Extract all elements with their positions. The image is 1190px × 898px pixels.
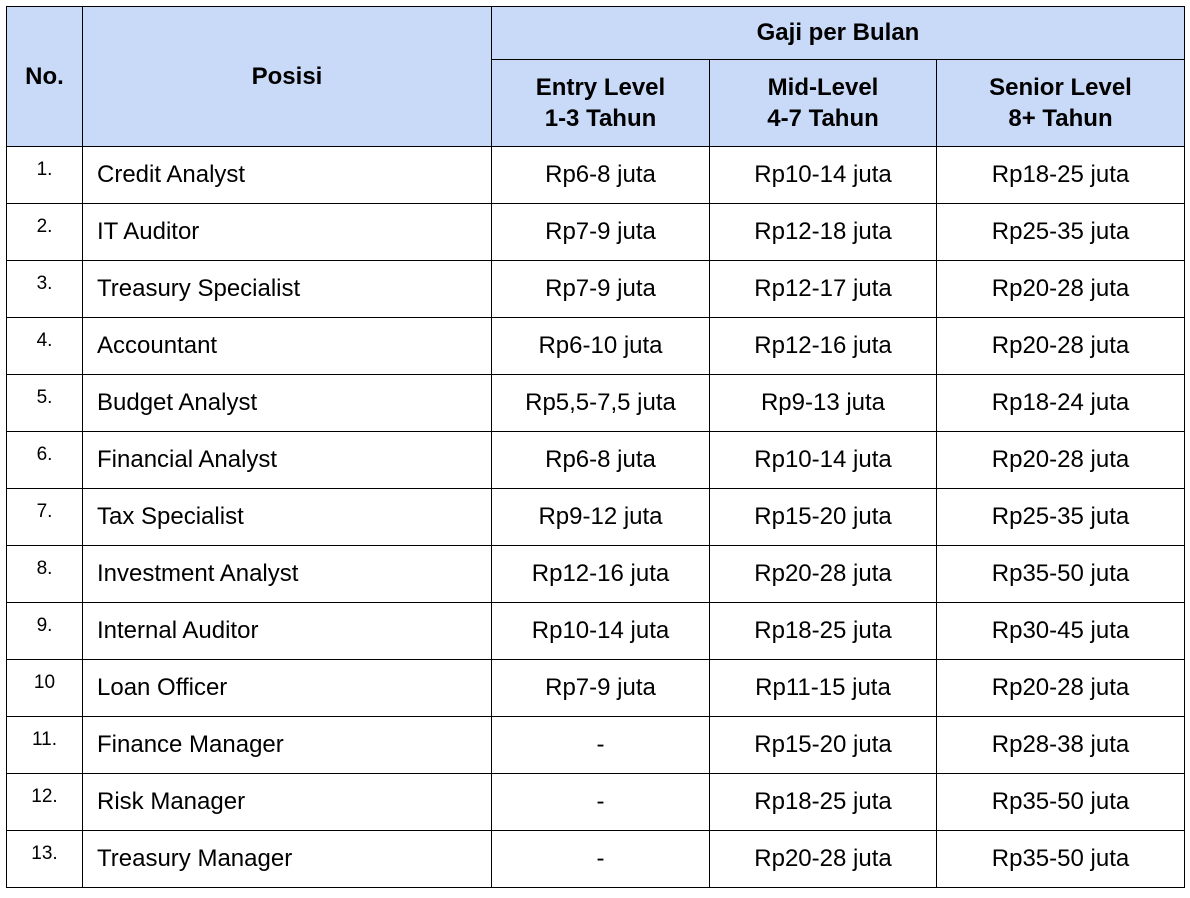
mid-salary-cell: Rp20-28 juta [710, 831, 937, 888]
table-row [7, 432, 1185, 489]
position-cell: Investment Analyst [83, 546, 492, 603]
header-no: No. [7, 7, 83, 147]
table-row [7, 603, 1185, 660]
entry-salary-cell: Rp12-16 juta [492, 546, 710, 603]
senior-salary-cell: Rp35-50 juta [937, 831, 1185, 888]
position-cell: Risk Manager [83, 774, 492, 831]
mid-salary-cell: Rp11-15 juta [710, 660, 937, 717]
table-row [7, 546, 1185, 603]
salary-table [6, 6, 1185, 888]
row-number: 1. [7, 147, 83, 204]
header-gaji-per-bulan: Gaji per Bulan [492, 7, 1185, 60]
header-mid-level [710, 60, 937, 147]
header-senior-level [937, 60, 1185, 147]
mid-salary-cell: Rp9-13 juta [710, 375, 937, 432]
position-cell: Credit Analyst [83, 147, 492, 204]
header-posisi: Posisi [83, 7, 492, 147]
position-cell: IT Auditor [83, 204, 492, 261]
mid-salary-cell: Rp15-20 juta [710, 489, 937, 546]
position-cell: Financial Analyst [83, 432, 492, 489]
table-row [7, 831, 1185, 888]
senior-salary-cell: Rp30-45 juta [937, 603, 1185, 660]
senior-salary-cell: Rp18-25 juta [937, 147, 1185, 204]
entry-salary-cell: Rp7-9 juta [492, 204, 710, 261]
row-number: 7. [7, 489, 83, 546]
position-cell: Internal Auditor [83, 603, 492, 660]
table-row [7, 147, 1185, 204]
entry-salary-cell: Rp10-14 juta [492, 603, 710, 660]
table-header [7, 7, 1185, 147]
entry-salary-cell: Rp6-8 juta [492, 147, 710, 204]
mid-salary-cell: Rp20-28 juta [710, 546, 937, 603]
entry-salary-cell: Rp6-8 juta [492, 432, 710, 489]
table-row [7, 204, 1185, 261]
entry-salary-cell: Rp9-12 juta [492, 489, 710, 546]
header-entry-level [492, 60, 710, 147]
position-cell: Tax Specialist [83, 489, 492, 546]
senior-salary-cell: Rp20-28 juta [937, 432, 1185, 489]
mid-salary-cell: Rp18-25 juta [710, 774, 937, 831]
row-number: 13. [7, 831, 83, 888]
entry-salary-cell: - [492, 831, 710, 888]
senior-salary-cell: Rp25-35 juta [937, 204, 1185, 261]
row-number: 2. [7, 204, 83, 261]
mid-salary-cell: Rp12-18 juta [710, 204, 937, 261]
senior-salary-cell: Rp18-24 juta [937, 375, 1185, 432]
senior-salary-cell: Rp20-28 juta [937, 261, 1185, 318]
table-row [7, 318, 1185, 375]
position-cell: Loan Officer [83, 660, 492, 717]
row-number: 11. [7, 717, 83, 774]
table-row [7, 489, 1185, 546]
position-cell: Budget Analyst [83, 375, 492, 432]
table-row [7, 261, 1185, 318]
entry-salary-cell: - [492, 774, 710, 831]
position-cell: Accountant [83, 318, 492, 375]
mid-salary-cell: Rp18-25 juta [710, 603, 937, 660]
header-senior-title: Senior Level [989, 74, 1132, 101]
row-number: 8. [7, 546, 83, 603]
row-number: 9. [7, 603, 83, 660]
header-senior-years: 8+ Tahun [1008, 105, 1113, 132]
senior-salary-cell: Rp20-28 juta [937, 318, 1185, 375]
position-cell: Finance Manager [83, 717, 492, 774]
row-number: 5. [7, 375, 83, 432]
senior-salary-cell: Rp35-50 juta [937, 546, 1185, 603]
row-number: 12. [7, 774, 83, 831]
mid-salary-cell: Rp10-14 juta [710, 432, 937, 489]
row-number: 3. [7, 261, 83, 318]
entry-salary-cell: Rp7-9 juta [492, 660, 710, 717]
entry-salary-cell: Rp5,5-7,5 juta [492, 375, 710, 432]
senior-salary-cell: Rp28-38 juta [937, 717, 1185, 774]
senior-salary-cell: Rp35-50 juta [937, 774, 1185, 831]
table-body [7, 147, 1185, 888]
table-row [7, 774, 1185, 831]
mid-salary-cell: Rp10-14 juta [710, 147, 937, 204]
table-row [7, 660, 1185, 717]
header-entry-title: Entry Level [535, 74, 666, 101]
header-mid-title: Mid-Level [767, 74, 879, 101]
entry-salary-cell: Rp6-10 juta [492, 318, 710, 375]
position-cell: Treasury Specialist [83, 261, 492, 318]
mid-salary-cell: Rp15-20 juta [710, 717, 937, 774]
table-row [7, 375, 1185, 432]
entry-salary-cell: - [492, 717, 710, 774]
header-mid-years: 4-7 Tahun [767, 105, 879, 132]
mid-salary-cell: Rp12-17 juta [710, 261, 937, 318]
row-number: 10 [7, 660, 83, 717]
mid-salary-cell: Rp12-16 juta [710, 318, 937, 375]
header-entry-years: 1-3 Tahun [544, 105, 657, 132]
salary-table-container [6, 6, 1185, 888]
entry-salary-cell: Rp7-9 juta [492, 261, 710, 318]
table-row [7, 717, 1185, 774]
position-cell: Treasury Manager [83, 831, 492, 888]
row-number: 4. [7, 318, 83, 375]
senior-salary-cell: Rp20-28 juta [937, 660, 1185, 717]
row-number: 6. [7, 432, 83, 489]
senior-salary-cell: Rp25-35 juta [937, 489, 1185, 546]
